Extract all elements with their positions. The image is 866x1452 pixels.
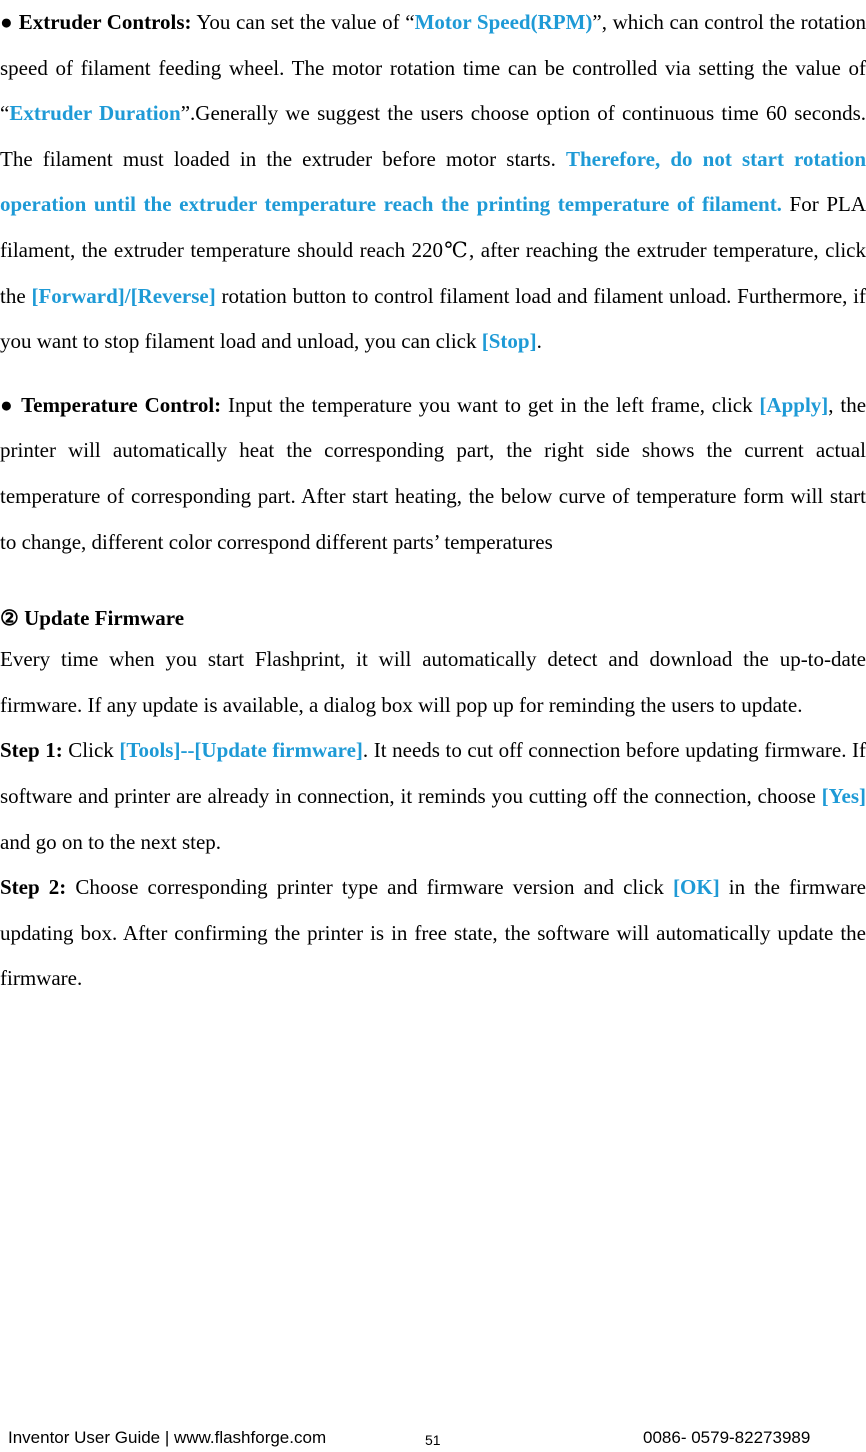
warning-text: Therefore, do not start rotation operation until the extruder temperature reach the printing temperature of filament.	[0, 146, 866, 217]
tools-update-firmware-term: [Tools]--[Update firmware]	[119, 738, 363, 763]
page-number: 51	[425, 1432, 441, 1448]
bullet: ●	[0, 392, 15, 417]
forward-reverse-term: [Forward]/[Reverse]	[31, 283, 216, 308]
step-1-label: Step 1:	[0, 738, 63, 763]
step-2-paragraph: Step 2: Choose corresponding printer type and firmware version and click [OK] in the firmware updating box. After confirming the printer is in free state, the software will automatically update the firmware.	[0, 875, 866, 991]
extruder-duration-term: Extruder Duration	[9, 101, 181, 126]
step-2-label: Step 2:	[0, 875, 67, 900]
update-firmware-intro: Every time when you start Flashprint, it will automatically detect and download the up-to-date firmware. If any update is available, a dialog box will pop up for reminding the users to update.	[0, 647, 866, 717]
extruder-controls-paragraph: ● Extruder Controls: You can set the value of “Motor Speed(RPM)”, which can control the rotation speed of filament feeding wheel. The motor rotation time can be controlled via setting the value of “Extruder Duration”.Generally we suggest the users choose option of continuous time 60 seconds. The filament must loaded in the extruder before motor starts. Therefore, do not start rotation operation until the extruder temperature reach the printing temperature of filament. For PLA filament, the extruder temperature should reach 220℃, after reaching the extruder temperature, click the [Forward]/[Reverse] rotation button to control filament load and filament unload. Furthermore, if you want to stop filament load and unload, you can click [Stop].	[0, 10, 866, 354]
footer-phone: 0086- 0579-82273989	[643, 1428, 811, 1447]
apply-term: [Apply]	[759, 392, 829, 417]
bullet: ●	[0, 10, 14, 34]
footer-guide-title: Inventor User Guide | www.flashforge.com	[8, 1428, 327, 1447]
yes-term: [Yes]	[821, 783, 866, 808]
temperature-control-label: Temperature Control:	[21, 392, 222, 417]
stop-term: [Stop]	[481, 329, 537, 354]
motor-speed-term: Motor Speed(RPM)	[414, 10, 593, 34]
extruder-controls-label: Extruder Controls:	[18, 10, 192, 34]
update-firmware-heading: ② Update Firmware	[0, 606, 185, 631]
page-footer	[0, 1420, 866, 1452]
ok-term: [OK]	[673, 875, 720, 900]
step-1-paragraph: Step 1: Click [Tools]--[Update firmware]. It needs to cut off connection before updating firmware. If software and printer are already in connection, it reminds you cutting off the connection, choose [Yes] and go on to the next step.	[0, 738, 866, 854]
temperature-control-paragraph: ● Temperature Control: Input the temperature you want to get in the left frame, click [Apply], the printer will automatically heat the corresponding part, the right side shows the current actual temperature of corresponding part. After start heating, the below curve of temperature form will start to change, different color correspond different parts’ temperatures	[0, 392, 866, 554]
